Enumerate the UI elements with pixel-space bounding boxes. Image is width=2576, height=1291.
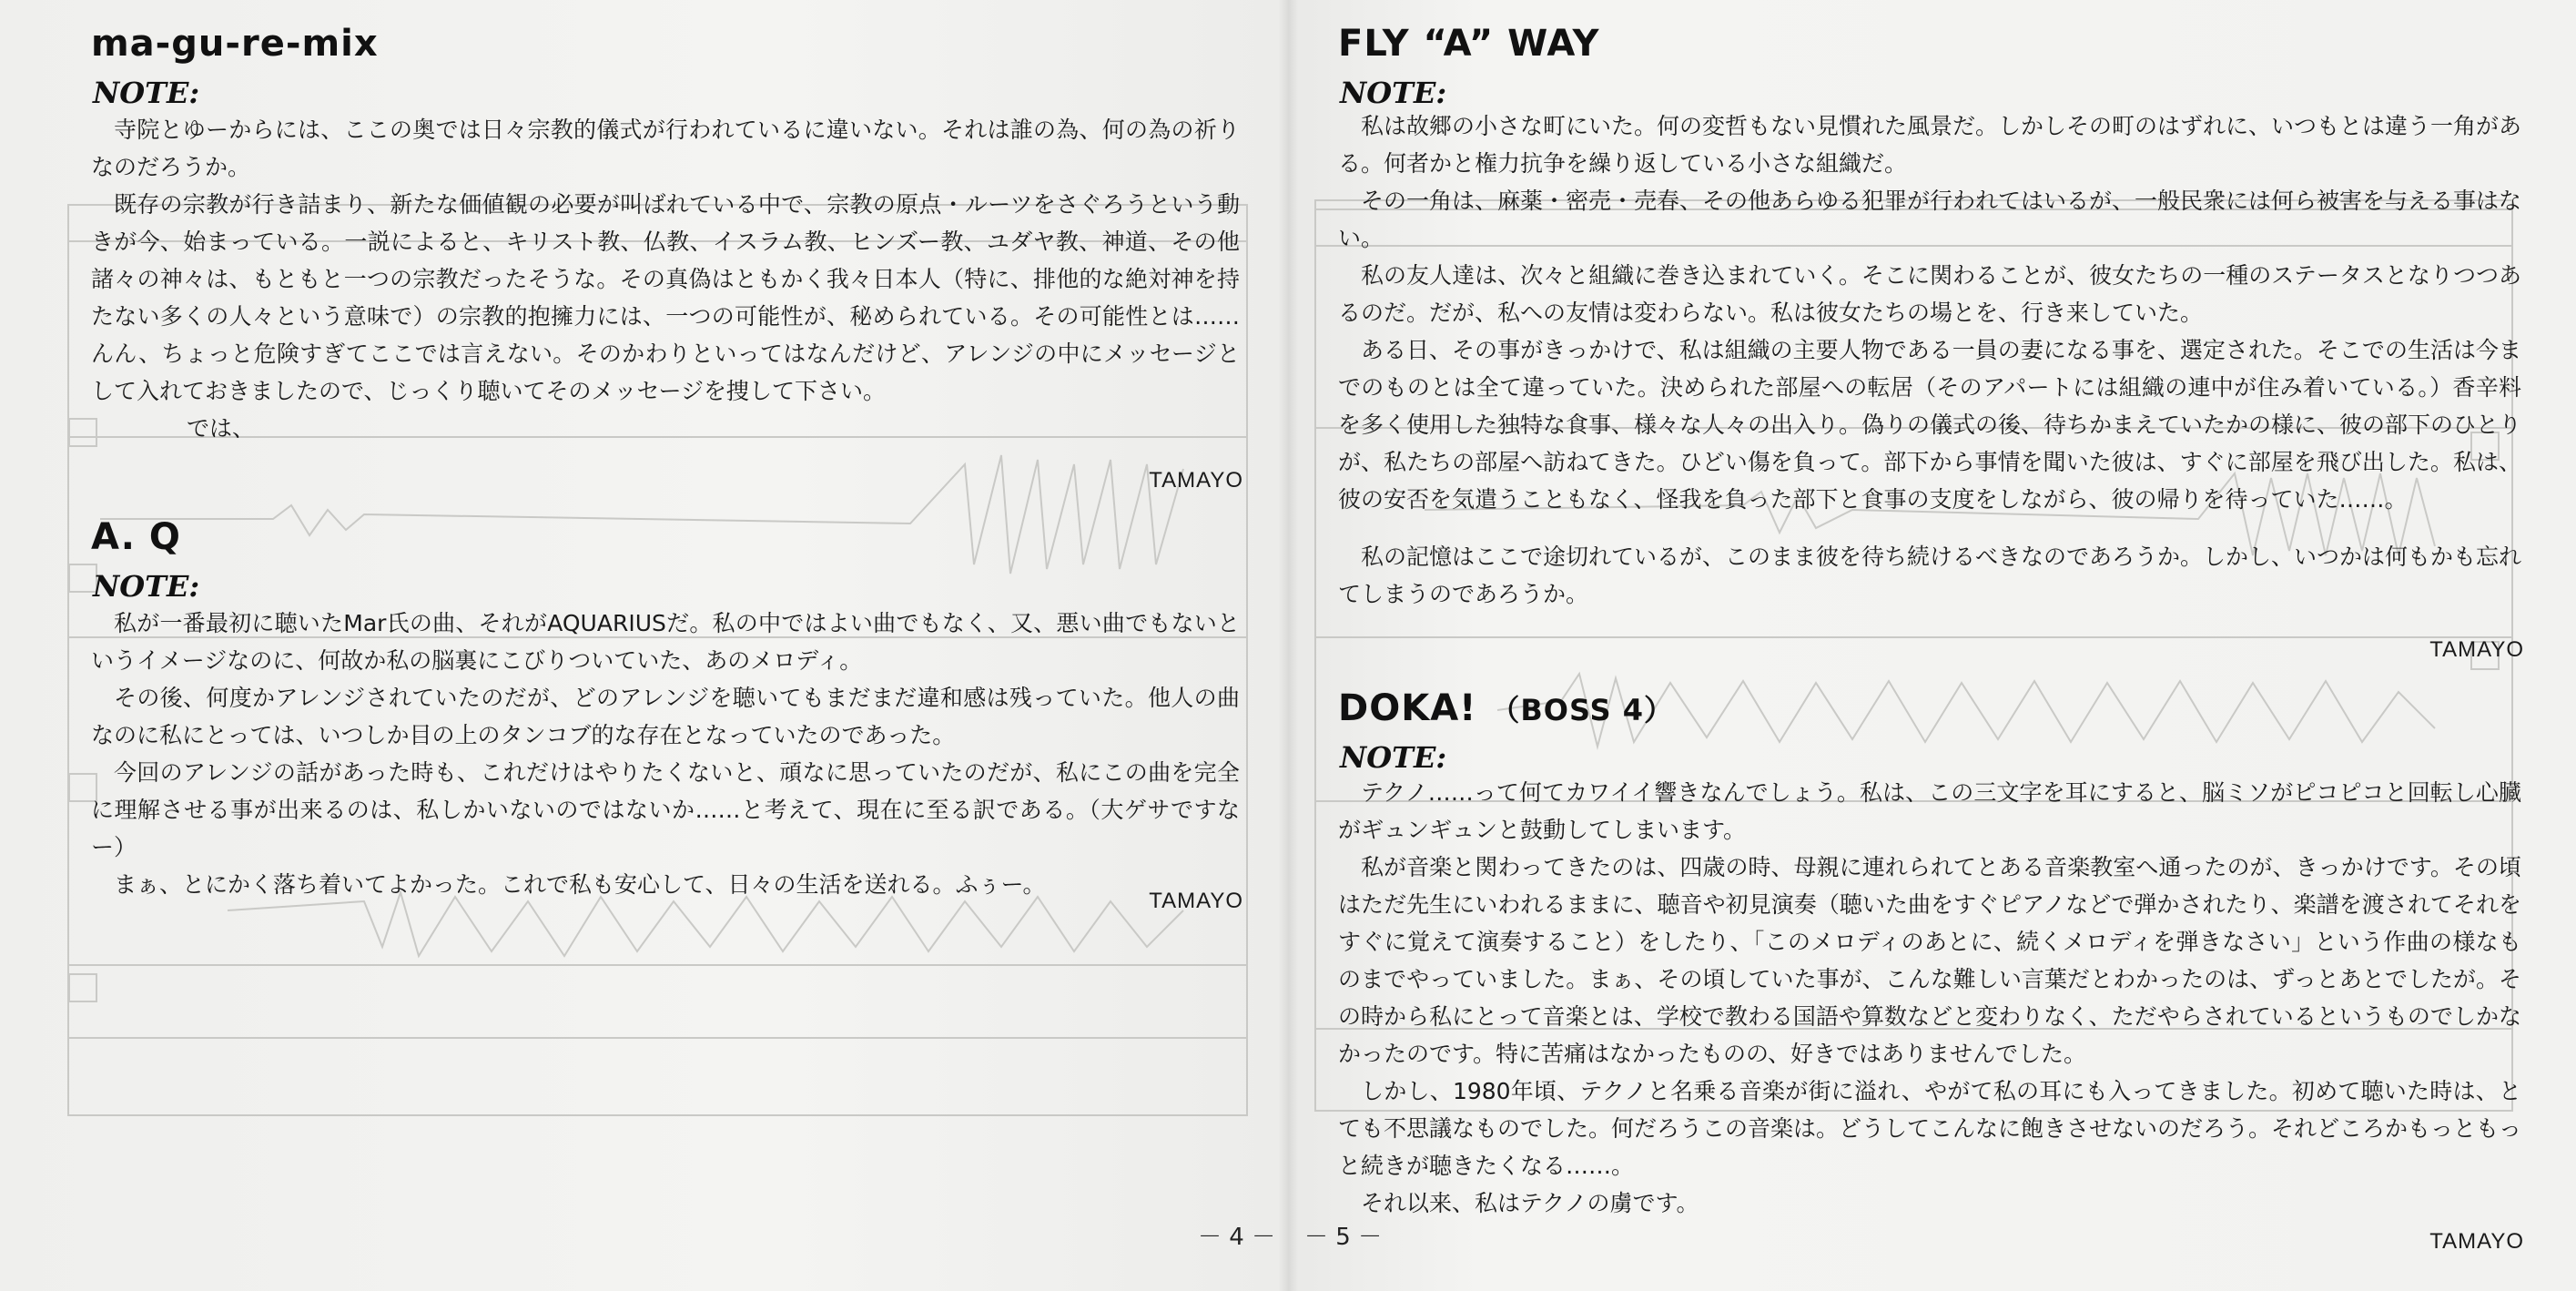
author-signature: TAMAYO bbox=[1149, 889, 1243, 913]
paragraph: 私の記憶はここで途切れているが、このまま彼を待ち続けるべきなのであろうか。しかし、いつかは何もかも忘れてしまうのであろうか。 bbox=[1338, 544, 2522, 607]
page-number: － 5 － bbox=[1304, 1224, 1383, 1251]
author-signature: TAMAYO bbox=[2429, 637, 2524, 662]
paragraph: 今回のアレンジの話があった時も、これだけはやりたくないと、頑なに思っていたのだが、私にこの曲を完全に理解させる事が出来るのは、私しかいないのではないか……と考えて、現在に至る訳である。（大ゲサですなー） bbox=[91, 759, 1240, 860]
author-signature: TAMAYO bbox=[1149, 468, 1243, 493]
paragraph: 寺院とゆーからには、ここの奥では日々宗教的儀式が行われているに違いない。それは誰の為、何の為の祈りなのだろうか。 bbox=[91, 117, 1240, 180]
paragraph: ある日、その事がきっかけで、私は組織の主要人物である一員の妻になる事を、選定された。そこでの生活は今までのものとは全て違っていた。決められた部屋への転居（そのアパートには組織の連中が住み着いている。）香辛料を多く使用した独特な食事、様々な人々の出入り。偽りの儀式の後、待ちかまえていたかの様に、彼の部下のひとりが、私たちの部屋へ訪ねてきた。ひどい傷を負って。部下から事情を聞いた彼は、すぐに部屋を飛び出した。私は、彼の安否を気遣うこともなく、怪我を負った部下と食事の支度をしながら、彼の帰りを待っていた……。 bbox=[1338, 337, 2522, 513]
paragraph: その一角は、麻薬・密売・売春、その他あらゆる犯罪が行われてはいるが、一般民衆には何ら被害を与える事はない。 bbox=[1338, 188, 2522, 251]
paragraph: 既存の宗教が行き詰まり、新たな価値観の必要が叫ばれている中で、宗教の原点・ルーツをさぐろうという動きが今、始まっている。一説によると、キリスト教、仏教、イスラム教、ヒンズー教、ユダヤ教、神道、その他諸々の神々は、もともと一つの宗教だったそうな。その真偽はともかく我々日本人（特に、排他的な絶対神を持たない多くの人々という意味で）の宗教的抱擁力には、一つの可能性が、秘められている。その可能性とは……んん、ちょっと危険すぎてここでは言えない。そのかわりといってはなんだけど、アレンジの中にメッセージとして入れておきましたので、じっくり聴いてそのメッセージを捜して下さい。 bbox=[91, 191, 1240, 404]
section-body-fly-a-way bbox=[1338, 107, 2521, 613]
section-title-text: DOKA! bbox=[1338, 687, 1477, 729]
paragraph: それ以来、私はテクノの虜です。 bbox=[1361, 1190, 1699, 1216]
paragraph: 私の友人達は、次々と組織に巻き込まれていく。そこに関わることが、彼女たちの一種のステータスとなりつつあるのだ。だが、私への友情は変わらない。私は彼女たちの場とを、行き来していた。 bbox=[1338, 262, 2521, 326]
section-subtitle: （BOSS 4） bbox=[1490, 693, 1675, 727]
author-signature: TAMAYO bbox=[2429, 1229, 2524, 1254]
book-gutter bbox=[1278, 0, 1298, 1291]
section-title-ma-gu-re-mix: ma-gu-re-mix bbox=[91, 23, 379, 65]
page-number: － 4 － bbox=[1198, 1224, 1276, 1251]
section-body-aq bbox=[91, 605, 1240, 903]
paragraph: 私は故郷の小さな町にいた。何の変哲もない見慣れた風景だ。しかしその町のはずれに、いつもとは違う一角がある。何者かと権力抗争を繰り返している小さな組織だ。 bbox=[1338, 113, 2522, 177]
paragraph: 私が音楽と関わってきたのは、四歳の時、母親に連れられてとある音楽教室へ通ったのが、きっかけです。その頃はただ先生にいわれるままに、聴音や初見演奏（聴いた曲をすぐピアノなどで弾かされたり、楽譜を渡されてそれをすぐに覚えて演奏すること）をしたり、「このメロディのあとに、続くメロディを弾きなさい」という作曲の様なものまでやっていました。まぁ、その頃していた事が、こんな難しい言葉だとわかったのは、ずっとあとでしたが。その時から私にとって音楽とは、学校で教わる国語や算数などと変わりなく、ただやらされているというものでしかなかったのです。特に苦痛はなかったものの、好きではありませんでした。 bbox=[1338, 854, 2521, 1067]
right-page bbox=[1288, 0, 2576, 1291]
section-body-ma-gu-re-mix bbox=[91, 111, 1240, 447]
paragraph: テクノ……って何てカワイイ響きなんでしょう。私は、この三文字を耳にすると、脳ミソがピコピコと回転し心臓がギュンギュンと鼓動してしまいます。 bbox=[1338, 779, 2521, 843]
section-title-doka bbox=[1338, 687, 1675, 729]
note-heading: NOTE: bbox=[1340, 740, 1447, 775]
paragraph: では、 bbox=[187, 415, 256, 442]
paragraph: その後、何度かアレンジされていたのだが、どのアレンジを聴いてもまだまだ違和感は残っていた。他人の曲なのに私にとっては、いつしか目の上のタンコブ的な存在となっていたのであった。 bbox=[91, 685, 1240, 748]
note-heading: NOTE: bbox=[93, 569, 200, 604]
section-body-doka bbox=[1338, 774, 2521, 1222]
note-heading: NOTE: bbox=[1340, 76, 1447, 110]
note-heading: NOTE: bbox=[93, 76, 200, 110]
paragraph: しかし、1980年頃、テクノと名乗る音楽が街に溢れ、やがて私の耳にも入ってきました。初めて聴いた時は、とても不思議なものでした。何だろうこの音楽は。どうしてこんなに飽きさせないのだろう。それどころかもっともっと続きが聴きたくなる……。 bbox=[1338, 1078, 2522, 1179]
section-title-fly-a-way: FLY “A” WAY bbox=[1338, 23, 1600, 65]
paragraph: 私が一番最初に聴いたMar氏の曲、それがAQUARIUSだ。私の中ではよい曲でもなく、又、悪い曲でもないというイメージなのに、何故か私の脳裏にこびりついていた、あのメロディ。 bbox=[91, 610, 1240, 674]
section-title-aq: A. Q bbox=[91, 516, 181, 558]
paragraph: まぁ、とにかく落ち着いてよかった。これで私も安心して、日々の生活を送れる。ふぅー。 bbox=[114, 871, 1046, 898]
